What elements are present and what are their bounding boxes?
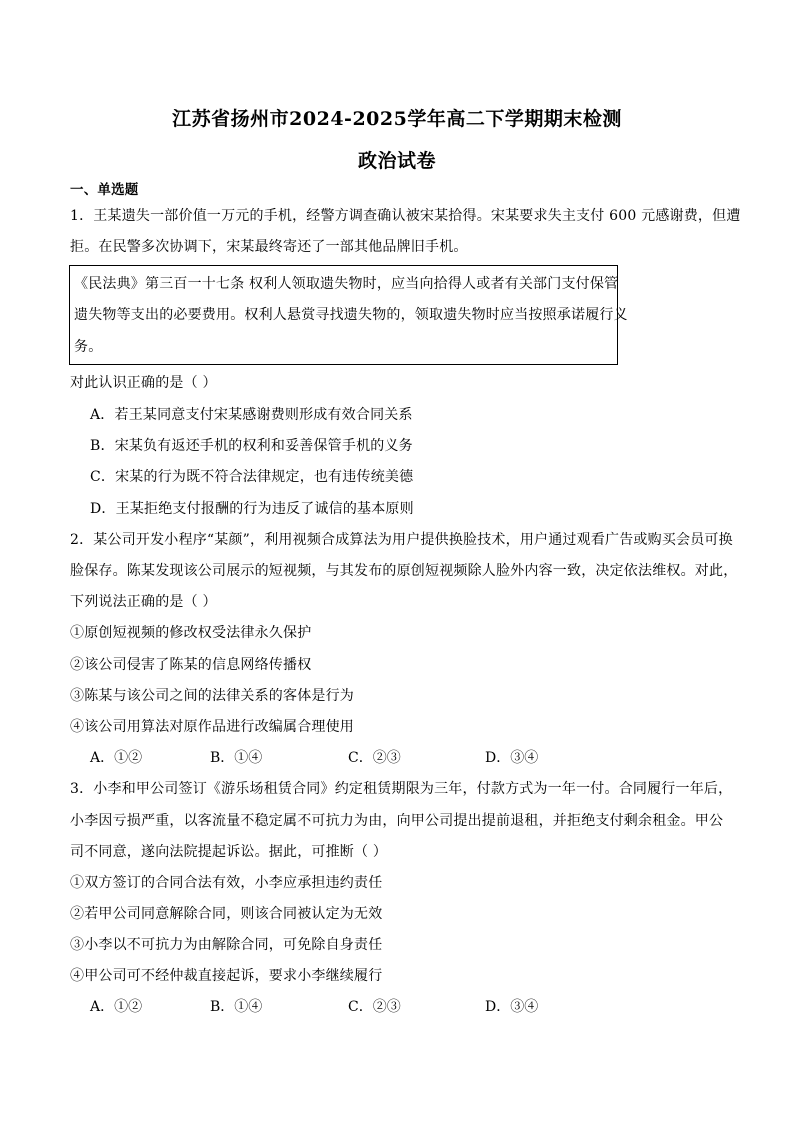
q2-statement-3: ③陈某与该公司之间的法律关系的客体是行为 [70, 688, 354, 704]
q1-option-b[interactable]: B．宋某负有返还手机的权利和妥善保管手机的义务 [90, 438, 413, 454]
q1-prompt: 对此认识正确的是（ ） [70, 375, 217, 391]
q3-stem-line-3: 司不同意，遂向法院提起诉讼。据此，可推断（ ） [70, 844, 388, 860]
q2-statement-4: ④该公司用算法对原作品进行改编属合理使用 [70, 719, 354, 735]
q3-stem-line-2: 小李因亏损严重，以客流量不稳定属不可抗力为由，向甲公司提出提前退租，并拒绝支付剩余租金。甲公 [70, 813, 724, 829]
q3-choice-d[interactable]: D．③④ [485, 999, 539, 1015]
q2-choice-b[interactable]: B．①④ [210, 750, 263, 766]
q3-statement-2: ②若甲公司同意解除合同，则该合同被认定为无效 [70, 906, 383, 922]
law-quote-line-3: 务。 [74, 339, 103, 355]
exam-title: 江苏省扬州市2024-2025学年高二下学期期末检测 [172, 108, 622, 130]
q1-option-d[interactable]: D．王某拒绝支付报酬的行为违反了诚信的基本原则 [90, 501, 414, 517]
q2-statement-1: ①原创短视频的修改权受法律永久保护 [70, 625, 312, 641]
q2-statement-2: ②该公司侵害了陈某的信息网络传播权 [70, 657, 312, 673]
q3-statement-1: ①双方签订的合同合法有效，小李应承担违约责任 [70, 875, 383, 891]
law-quote-box [69, 265, 628, 365]
q2-choice-a[interactable]: A．①② [90, 750, 143, 766]
q2-stem-line-2: 脸保存。陈某发现该公司展示的短视频，与其发布的原创短视频除人脸外内容一致，决定依法维权。对此， [70, 563, 738, 579]
law-quote-line-2: 遗失物等支出的必要费用。权利人悬赏寻找遗失物的，领取遗失物时应当按照承诺履行义 [74, 307, 628, 323]
q3-statement-4: ④甲公司可不经仲裁直接起诉，要求小李继续履行 [70, 968, 383, 984]
q2-choice-d[interactable]: D．③④ [485, 750, 539, 766]
q1-option-c[interactable]: C．宋某的行为既不符合法律规定，也有违传统美德 [90, 469, 414, 485]
q3-choice-b[interactable]: B．①④ [210, 999, 263, 1015]
q2-choice-c[interactable]: C．②③ [348, 750, 401, 766]
q1-stem-line-1: 1．王某遗失一部价值一万元的手机，经警方调查确认被宋某拾得。宋某要求失主支付 600 元感谢费，但遭 [70, 208, 741, 224]
law-quote-line-1: 《民法典》第三百一十七条 权利人领取遗失物时，应当向拾得人或者有关部门支付保管 [74, 276, 619, 292]
q1-option-a[interactable]: A．若王某同意支付宋某感谢费则形成有效合同关系 [90, 407, 413, 423]
section-heading: 一、单选题 [70, 182, 139, 198]
q2-stem-line-3: 下列说法正确的是（ ） [70, 594, 217, 610]
q3-stem-line-1: 3．小李和甲公司签订《游乐场租赁合同》约定租赁期限为三年，付款方式为一年一付。合同履行一年后， [70, 781, 733, 797]
q2-stem-line-1: 2．某公司开发小程序“某颜”，利用视频合成算法为用户提供换脸技术，用户通过观看广告或购买会员可换 [70, 532, 733, 548]
q3-choice-c[interactable]: C．②③ [348, 999, 401, 1015]
exam-subject-title: 政治试卷 [357, 150, 436, 172]
q1-stem-line-2: 拒。在民警多次协调下，宋某最终寄还了一部其他品牌旧手机。 [70, 239, 468, 255]
q3-statement-3: ③小李以不可抗力为由解除合同，可免除自身责任 [70, 937, 383, 953]
q3-choice-a[interactable]: A．①② [90, 999, 143, 1015]
